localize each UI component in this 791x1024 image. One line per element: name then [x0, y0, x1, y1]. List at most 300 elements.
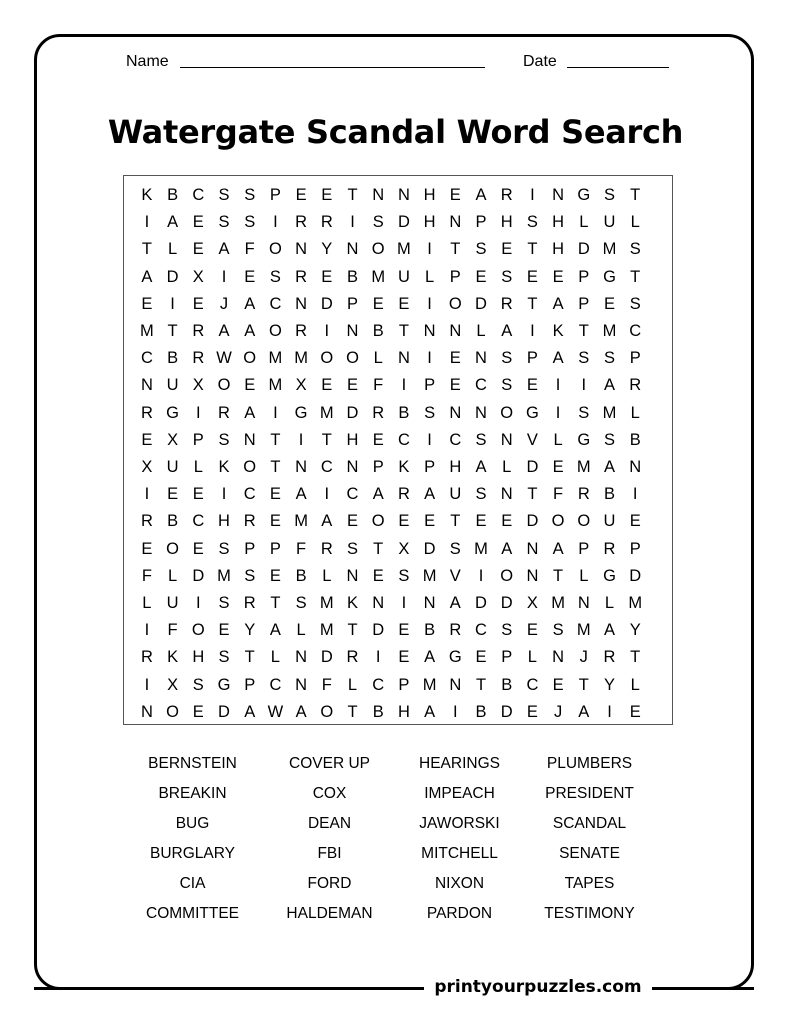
grid-letter[interactable]: E	[269, 485, 281, 504]
grid-letter[interactable]: R	[140, 512, 153, 531]
grid-letter[interactable]: M	[217, 566, 231, 585]
grid-letter[interactable]: S	[218, 186, 230, 204]
grid-letter[interactable]: T	[630, 186, 641, 204]
grid-letter[interactable]: B	[372, 702, 384, 721]
grid-letter[interactable]: A	[552, 294, 564, 313]
grid-letter[interactable]: D	[218, 702, 230, 721]
grid-letter[interactable]: I	[144, 621, 150, 640]
grid-letter[interactable]: E	[269, 512, 281, 531]
grid-letter[interactable]: R	[629, 376, 642, 395]
grid-letter[interactable]: D	[475, 594, 487, 612]
grid-letter[interactable]: I	[298, 430, 304, 449]
grid-letter[interactable]: N	[423, 322, 436, 340]
grid-letter[interactable]: F	[141, 566, 152, 585]
grid-letter[interactable]: N	[500, 430, 513, 449]
grid-letter[interactable]: K	[398, 458, 410, 476]
grid-letter[interactable]: A	[218, 322, 230, 340]
grid-letter[interactable]: E	[321, 376, 333, 395]
grid-letter[interactable]: O	[371, 512, 385, 531]
grid-letter[interactable]: O	[217, 376, 231, 395]
grid-letter[interactable]: U	[603, 213, 616, 232]
grid-letter[interactable]: G	[577, 430, 591, 449]
grid-letter[interactable]: T	[450, 240, 461, 259]
grid-letter[interactable]: E	[244, 267, 256, 286]
grid-letter[interactable]: R	[295, 213, 308, 232]
grid-letter[interactable]: A	[244, 322, 256, 340]
grid-letter[interactable]: O	[577, 512, 591, 531]
grid-letter[interactable]: S	[218, 539, 230, 558]
grid-letter[interactable]: O	[243, 349, 257, 368]
grid-letter[interactable]: T	[630, 648, 641, 667]
grid-letter[interactable]: C	[269, 294, 282, 313]
grid-letter[interactable]: E	[398, 621, 410, 640]
grid-letter[interactable]: C	[475, 621, 487, 640]
grid-letter[interactable]: S	[475, 485, 487, 504]
grid-letter[interactable]: S	[629, 240, 641, 259]
grid-letter[interactable]: P	[449, 267, 461, 286]
grid-letter[interactable]: E	[552, 675, 564, 694]
grid-letter[interactable]: N	[423, 594, 436, 612]
grid-letter[interactable]: E	[475, 267, 487, 286]
grid-letter[interactable]: I	[530, 186, 535, 204]
grid-letter[interactable]: M	[319, 403, 334, 422]
grid-letter[interactable]: I	[555, 403, 561, 422]
grid-letter[interactable]: S	[398, 566, 410, 585]
grid-letter[interactable]: N	[295, 675, 308, 694]
grid-letter[interactable]: T	[475, 675, 487, 694]
grid-letter[interactable]: D	[192, 566, 205, 585]
grid-letter[interactable]: L	[527, 648, 537, 667]
grid-letter[interactable]: S	[501, 621, 513, 640]
grid-letter[interactable]: U	[166, 458, 179, 476]
grid-letter[interactable]: S	[501, 267, 513, 286]
grid-letter[interactable]: A	[603, 458, 615, 476]
grid-letter[interactable]: L	[322, 566, 332, 585]
grid-letter[interactable]: B	[167, 512, 179, 531]
grid-letter[interactable]: T	[450, 512, 461, 531]
grid-letter[interactable]: N	[295, 240, 308, 259]
grid-letter[interactable]: B	[167, 186, 179, 204]
grid-letter[interactable]: T	[527, 485, 538, 504]
grid-letter[interactable]: I	[555, 376, 561, 395]
grid-letter[interactable]: A	[141, 267, 153, 286]
grid-letter[interactable]: A	[449, 594, 461, 612]
grid-letter[interactable]: S	[218, 430, 230, 449]
grid-letter[interactable]: S	[244, 186, 256, 204]
grid-letter[interactable]: A	[424, 485, 436, 504]
grid-letter[interactable]: S	[192, 675, 204, 694]
grid-letter[interactable]: L	[167, 240, 178, 259]
grid-letter[interactable]: M	[268, 349, 283, 368]
grid-letter[interactable]: M	[268, 376, 283, 395]
grid-letter[interactable]: E	[501, 240, 513, 259]
grid-letter[interactable]: L	[630, 675, 640, 694]
grid-letter[interactable]: R	[603, 648, 616, 667]
grid-letter[interactable]: P	[501, 648, 513, 667]
grid-letter[interactable]: E	[192, 294, 204, 313]
grid-letter[interactable]: E	[526, 621, 538, 640]
grid-letter[interactable]: E	[141, 539, 153, 558]
grid-letter[interactable]: I	[170, 294, 175, 313]
grid-letter[interactable]: R	[218, 403, 230, 422]
grid-letter[interactable]: S	[526, 213, 538, 232]
grid-letter[interactable]: O	[191, 621, 205, 640]
grid-letter[interactable]: O	[500, 403, 514, 422]
grid-letter[interactable]: S	[501, 349, 513, 368]
grid-letter[interactable]: A	[603, 376, 615, 395]
grid-letter[interactable]: N	[526, 539, 539, 558]
grid-letter[interactable]: R	[500, 294, 513, 313]
grid-letter[interactable]: S	[244, 213, 256, 232]
grid-letter[interactable]: S	[218, 213, 230, 232]
grid-letter[interactable]: O	[166, 702, 179, 721]
grid-letter[interactable]: S	[295, 594, 307, 612]
grid-letter[interactable]: F	[167, 621, 178, 640]
grid-letter[interactable]: X	[192, 376, 204, 395]
grid-letter[interactable]: R	[295, 267, 308, 286]
grid-letter[interactable]: P	[526, 349, 538, 368]
grid-letter[interactable]: E	[346, 512, 358, 531]
grid-letter[interactable]: O	[371, 240, 385, 259]
grid-letter[interactable]: N	[449, 403, 462, 422]
grid-letter[interactable]: I	[478, 566, 484, 585]
grid-letter[interactable]: I	[427, 294, 432, 313]
grid-letter[interactable]: D	[166, 267, 179, 286]
grid-letter[interactable]: B	[295, 566, 307, 585]
grid-letter[interactable]: L	[373, 349, 383, 368]
grid-letter[interactable]: L	[630, 403, 640, 422]
grid-letter[interactable]: H	[218, 512, 230, 531]
grid-letter[interactable]: T	[578, 322, 589, 340]
grid-letter[interactable]: I	[427, 240, 432, 259]
grid-letter[interactable]: E	[398, 512, 410, 531]
grid-letter[interactable]: S	[603, 430, 615, 449]
grid-letter[interactable]: X	[295, 376, 307, 395]
grid-letter[interactable]: B	[398, 403, 410, 422]
grid-letter[interactable]: R	[243, 512, 256, 531]
grid-letter[interactable]: M	[294, 349, 308, 368]
grid-letter[interactable]: M	[474, 539, 488, 558]
grid-letter[interactable]: I	[427, 349, 432, 368]
grid-letter[interactable]: I	[273, 213, 278, 232]
grid-letter[interactable]: A	[244, 702, 256, 721]
grid-letter[interactable]: R	[500, 186, 513, 204]
grid-letter[interactable]: M	[371, 267, 386, 286]
grid-letter[interactable]: I	[221, 485, 227, 504]
grid-letter[interactable]: I	[452, 702, 458, 721]
grid-letter[interactable]: U	[166, 376, 179, 395]
grid-letter[interactable]: K	[167, 648, 179, 667]
grid-letter[interactable]: P	[398, 675, 410, 694]
grid-letter[interactable]: X	[398, 539, 410, 558]
grid-letter[interactable]: R	[346, 648, 359, 667]
grid-letter[interactable]: T	[373, 539, 384, 558]
grid-letter[interactable]: S	[372, 213, 384, 232]
grid-letter[interactable]: P	[269, 539, 281, 558]
grid-letter[interactable]: T	[347, 186, 358, 204]
grid-letter[interactable]: F	[296, 539, 307, 558]
grid-letter[interactable]: I	[195, 403, 201, 422]
grid-letter[interactable]: C	[140, 349, 153, 368]
grid-letter[interactable]: I	[195, 594, 201, 612]
grid-letter[interactable]: C	[320, 458, 333, 476]
grid-letter[interactable]: E	[501, 512, 513, 531]
grid-letter[interactable]: E	[192, 539, 204, 558]
grid-letter[interactable]: P	[578, 267, 590, 286]
grid-letter[interactable]: L	[347, 675, 358, 694]
grid-letter[interactable]: X	[192, 267, 204, 286]
grid-letter[interactable]: E	[552, 267, 564, 286]
grid-letter[interactable]: N	[552, 648, 565, 667]
grid-letter[interactable]: I	[401, 594, 407, 612]
grid-letter[interactable]: H	[500, 213, 513, 232]
grid-letter[interactable]: H	[552, 213, 565, 232]
grid-letter[interactable]: X	[526, 594, 538, 612]
grid-letter[interactable]: O	[268, 240, 282, 259]
grid-letter[interactable]: D	[500, 702, 513, 721]
grid-letter[interactable]: S	[629, 294, 641, 313]
grid-letter[interactable]: E	[192, 702, 204, 721]
grid-letter[interactable]: O	[551, 512, 565, 531]
grid-letter[interactable]: M	[602, 322, 617, 340]
grid-letter[interactable]: S	[269, 267, 281, 286]
grid-letter[interactable]: T	[347, 621, 358, 640]
grid-letter[interactable]: R	[243, 594, 256, 612]
grid-letter[interactable]: F	[321, 675, 332, 694]
grid-letter[interactable]: S	[218, 648, 230, 667]
grid-letter[interactable]: E	[372, 294, 384, 313]
grid-letter[interactable]: A	[475, 458, 487, 476]
grid-letter[interactable]: E	[244, 376, 256, 395]
grid-letter[interactable]: R	[603, 539, 616, 558]
grid-letter[interactable]: B	[475, 702, 487, 721]
grid-letter[interactable]: A	[475, 186, 487, 204]
grid-letter[interactable]: I	[324, 322, 330, 340]
grid-letter[interactable]: E	[449, 186, 461, 204]
grid-letter[interactable]: R	[140, 403, 153, 422]
grid-letter[interactable]: P	[629, 539, 641, 558]
grid-letter[interactable]: C	[397, 430, 410, 449]
grid-letter[interactable]: C	[192, 186, 205, 204]
grid-letter[interactable]: M	[397, 240, 411, 259]
grid-letter[interactable]: N	[140, 376, 153, 395]
grid-letter[interactable]: N	[397, 349, 410, 368]
grid-letter[interactable]: G	[577, 186, 591, 204]
grid-letter[interactable]: P	[244, 675, 256, 694]
grid-letter[interactable]: F	[553, 485, 564, 504]
grid-letter[interactable]: E	[192, 240, 204, 259]
grid-letter[interactable]: I	[427, 430, 432, 449]
grid-letter[interactable]: T	[578, 675, 589, 694]
grid-letter[interactable]: A	[218, 240, 230, 259]
grid-letter[interactable]: H	[552, 240, 565, 259]
grid-letter[interactable]: E	[424, 512, 436, 531]
grid-letter[interactable]: J	[579, 648, 588, 667]
grid-letter[interactable]: A	[321, 512, 333, 531]
grid-letter[interactable]: R	[295, 322, 308, 340]
grid-letter[interactable]: U	[603, 512, 616, 531]
grid-letter[interactable]: S	[603, 349, 615, 368]
grid-letter[interactable]: I	[375, 648, 381, 667]
grid-letter[interactable]: I	[144, 485, 150, 504]
grid-letter[interactable]: T	[347, 702, 358, 721]
grid-letter[interactable]: P	[424, 376, 436, 395]
grid-letter[interactable]: K	[141, 186, 153, 204]
grid-letter[interactable]: M	[602, 240, 617, 259]
grid-letter[interactable]: B	[501, 675, 513, 694]
grid-letter[interactable]: E	[141, 294, 153, 313]
grid-letter[interactable]: E	[526, 702, 538, 721]
grid-letter[interactable]: T	[270, 430, 281, 449]
grid-letter[interactable]: M	[628, 594, 643, 612]
grid-letter[interactable]: N	[449, 675, 462, 694]
grid-letter[interactable]: W	[267, 702, 284, 721]
grid-letter[interactable]: T	[527, 240, 538, 259]
grid-letter[interactable]: E	[295, 186, 307, 204]
grid-letter[interactable]: N	[552, 186, 565, 204]
grid-letter[interactable]: P	[424, 458, 436, 476]
grid-letter[interactable]: E	[629, 512, 641, 531]
grid-letter[interactable]: S	[578, 403, 590, 422]
grid-letter[interactable]: D	[423, 539, 436, 558]
grid-letter[interactable]: A	[244, 403, 256, 422]
grid-letter[interactable]: L	[193, 458, 203, 476]
grid-letter[interactable]: S	[475, 240, 487, 259]
grid-letter[interactable]: D	[475, 294, 487, 313]
grid-letter[interactable]: I	[324, 485, 330, 504]
grid-letter[interactable]: E	[449, 349, 461, 368]
grid-letter[interactable]: N	[500, 485, 513, 504]
grid-letter[interactable]: E	[526, 376, 538, 395]
grid-letter[interactable]: E	[141, 430, 153, 449]
grid-letter[interactable]: D	[526, 512, 539, 531]
grid-letter[interactable]: T	[167, 322, 178, 340]
grid-letter[interactable]: A	[244, 294, 256, 313]
grid-letter[interactable]: X	[167, 675, 179, 694]
grid-letter[interactable]: C	[475, 376, 487, 395]
grid-letter[interactable]: O	[448, 294, 462, 313]
grid-letter[interactable]: N	[475, 403, 487, 422]
grid-letter[interactable]: H	[423, 186, 436, 204]
grid-letter[interactable]: Y	[629, 621, 641, 640]
grid-letter[interactable]: U	[166, 594, 179, 612]
grid-letter[interactable]: E	[167, 485, 179, 504]
grid-letter[interactable]: Y	[603, 675, 615, 694]
grid-letter[interactable]: S	[475, 430, 487, 449]
grid-letter[interactable]: T	[270, 458, 281, 476]
grid-letter[interactable]: D	[526, 458, 539, 476]
grid-letter[interactable]: N	[295, 458, 308, 476]
grid-letter[interactable]: T	[630, 267, 641, 286]
grid-letter[interactable]: F	[373, 376, 384, 395]
grid-letter[interactable]: I	[530, 322, 535, 340]
grid-letter[interactable]: S	[501, 376, 513, 395]
grid-letter[interactable]: N	[475, 349, 487, 368]
grid-letter[interactable]: N	[449, 213, 462, 232]
grid-letter[interactable]: E	[449, 376, 461, 395]
grid-letter[interactable]: B	[424, 621, 436, 640]
grid-letter[interactable]: O	[243, 458, 257, 476]
grid-letter[interactable]: M	[319, 594, 334, 612]
grid-letter[interactable]: L	[476, 322, 486, 340]
grid-letter[interactable]: D	[346, 403, 359, 422]
grid-letter[interactable]: H	[423, 213, 436, 232]
grid-letter[interactable]: A	[424, 648, 436, 667]
grid-letter[interactable]: E	[269, 566, 281, 585]
grid-letter[interactable]: N	[243, 430, 256, 449]
grid-letter[interactable]: G	[603, 566, 616, 585]
grid-letter[interactable]: P	[269, 186, 281, 204]
grid-letter[interactable]: L	[142, 594, 152, 612]
grid-letter[interactable]: H	[449, 458, 462, 476]
grid-letter[interactable]: L	[630, 213, 640, 232]
grid-letter[interactable]: N	[295, 648, 308, 667]
grid-letter[interactable]: N	[397, 186, 410, 204]
grid-letter[interactable]: G	[217, 675, 231, 694]
grid-letter[interactable]: N	[140, 702, 153, 721]
grid-letter[interactable]: A	[269, 621, 281, 640]
grid-letter[interactable]: E	[526, 267, 538, 286]
grid-letter[interactable]: G	[525, 403, 539, 422]
grid-letter[interactable]: D	[397, 213, 410, 232]
grid-letter[interactable]: R	[320, 213, 333, 232]
grid-letter[interactable]: E	[603, 294, 615, 313]
grid-letter[interactable]: S	[578, 349, 590, 368]
grid-letter[interactable]: B	[167, 349, 179, 368]
grid-letter[interactable]: R	[192, 322, 205, 340]
grid-letter[interactable]: O	[268, 322, 282, 340]
grid-letter[interactable]: A	[501, 322, 513, 340]
grid-letter[interactable]: U	[397, 267, 410, 286]
grid-letter[interactable]: N	[346, 566, 359, 585]
grid-letter[interactable]: T	[141, 240, 152, 259]
grid-letter[interactable]: P	[578, 539, 590, 558]
grid-letter[interactable]: E	[398, 294, 410, 313]
grid-letter[interactable]: I	[221, 267, 227, 286]
grid-letter[interactable]: G	[166, 403, 179, 422]
grid-letter[interactable]: I	[144, 675, 150, 694]
grid-letter[interactable]: S	[449, 539, 461, 558]
grid-letter[interactable]: B	[346, 267, 358, 286]
grid-letter[interactable]: E	[192, 213, 204, 232]
grid-letter[interactable]: K	[218, 458, 230, 476]
grid-letter[interactable]: M	[140, 322, 154, 340]
grid-letter[interactable]: E	[346, 376, 358, 395]
grid-letter[interactable]: P	[372, 458, 384, 476]
grid-letter[interactable]: D	[320, 648, 333, 667]
grid-letter[interactable]: M	[422, 566, 437, 585]
grid-letter[interactable]: A	[578, 702, 590, 721]
grid-letter[interactable]: R	[372, 403, 385, 422]
grid-letter[interactable]: P	[244, 539, 256, 558]
grid-letter[interactable]: E	[321, 267, 333, 286]
grid-letter[interactable]: I	[581, 376, 587, 395]
grid-letter[interactable]: S	[552, 621, 564, 640]
grid-letter[interactable]: N	[295, 294, 308, 313]
grid-letter[interactable]: W	[216, 349, 232, 368]
grid-letter[interactable]: L	[502, 458, 512, 476]
grid-letter[interactable]: E	[321, 186, 333, 204]
grid-letter[interactable]: K	[346, 594, 358, 612]
grid-letter[interactable]: N	[346, 322, 359, 340]
grid-letter[interactable]: M	[294, 512, 308, 531]
grid-letter[interactable]: C	[346, 485, 359, 504]
grid-letter[interactable]: R	[140, 648, 153, 667]
grid-letter[interactable]: X	[141, 458, 153, 476]
grid-letter[interactable]: B	[372, 322, 384, 340]
grid-letter[interactable]: O	[346, 349, 359, 368]
grid-letter[interactable]: G	[294, 403, 308, 422]
